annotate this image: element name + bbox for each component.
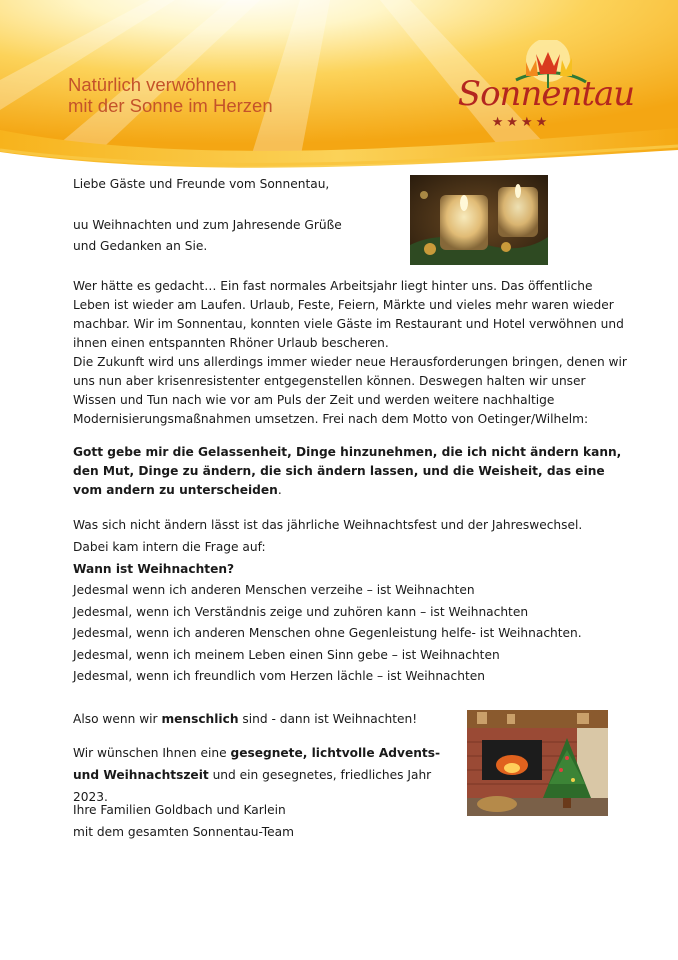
paragraph-3-line-1: Was sich nicht ändern lässt ist das jährliche Weihnachtsfest und der Jahreswechsel. xyxy=(73,518,583,532)
intro-line-1: uu Weihnachten und zum Jahresende Grüße xyxy=(73,218,342,232)
intro-line-2: und Gedanken an Sie. xyxy=(73,239,208,253)
candle-photo xyxy=(410,175,548,265)
logo-wordmark: Sonnentau xyxy=(457,74,635,114)
signature-line-2: mit dem gesamten Sonnentau-Team xyxy=(73,825,295,839)
answer-line: Jedesmal, wenn ich anderen Menschen ohne Gegenleistung helfe- ist Weihnachten. xyxy=(73,626,582,640)
wish-text xyxy=(73,742,453,808)
logo-stars: ★★★★ xyxy=(491,114,551,129)
answer-line: Jedesmal wenn ich anderen Menschen verzeihe – ist Weihnachten xyxy=(73,583,475,597)
header-banner xyxy=(0,0,678,190)
quote xyxy=(73,443,629,500)
answer-line: Jedesmal, wenn ich meinem Leben einen Sinn gebe – ist Weihnachten xyxy=(73,648,500,662)
closing-pre: Also wenn wir xyxy=(73,712,162,726)
sonnentau-logo xyxy=(456,40,636,132)
answer-line: Jedesmal, wenn ich Verständnis zeige und zuhören kann – ist Weihnachten xyxy=(73,605,529,619)
paragraph-3-line-2: Dabei kam intern die Frage auf: xyxy=(73,540,266,554)
answer-line: Jedesmal, wenn ich freundlich vom Herzen lächle – ist Weihnachten xyxy=(73,669,485,683)
slogan xyxy=(68,74,273,116)
paragraph-2: Die Zukunft wird uns allerdings immer wieder neue Herausforderungen bringen, denen wir uns nun aber krisenresistenter entgegenstellen können. Deswegen halten wir unser Wissen und Tun nach wie vor am Puls der Zeit und werden weitere nachhaltige Modernisierungsmaßnahmen umsetzen. Frei nach dem Motto von Oetinger/Wilhelm: xyxy=(73,355,627,426)
closing-post: sind - dann ist Weihnachten! xyxy=(238,712,418,726)
slogan-line-2: mit der Sonne im Herzen xyxy=(68,95,273,116)
wish-pre: Wir wünschen Ihnen eine xyxy=(73,746,231,760)
slogan-line-1: Natürlich verwöhnen xyxy=(68,74,237,95)
wish-post: und ein gesegnetes, friedliches Jahr 2023. xyxy=(73,768,432,804)
question-heading: Wann ist Weihnachten? xyxy=(73,562,235,576)
greeting: Liebe Gäste und Freunde vom Sonnentau, xyxy=(73,177,330,191)
signature-line-1: Ihre Familien Goldbach und Karlein xyxy=(73,803,286,817)
quote-end: . xyxy=(277,483,282,497)
closing-line xyxy=(73,710,417,729)
paragraph-1: Wer hätte es gedacht… Ein fast normales Arbeitsjahr liegt hinter uns. Das öffentliche Leben ist wieder am Laufen. Urlaub, Feste, Feiern, Märkte und vieles mehr waren wieder machbar. Wir im Sonnentau, konnten viele Gäste im Restaurant und Hotel verwöhnen und ihnen einen entspannten Rhöner Urlaub bescheren. xyxy=(73,279,624,350)
wish-bold: gesegnete, lichtvolle Advents- und Weihnachtszeit xyxy=(73,746,441,782)
quote-text: Gott gebe mir die Gelassenheit, Dinge hinzunehmen, die ich nicht ändern kann, den Mut, Dinge zu ändern, die sich ändern lassen, und die Weisheit, das eine vom andern zu unterscheiden xyxy=(73,445,622,497)
stove-christmas-photo xyxy=(467,710,608,816)
closing-bold: menschlich xyxy=(161,712,239,726)
